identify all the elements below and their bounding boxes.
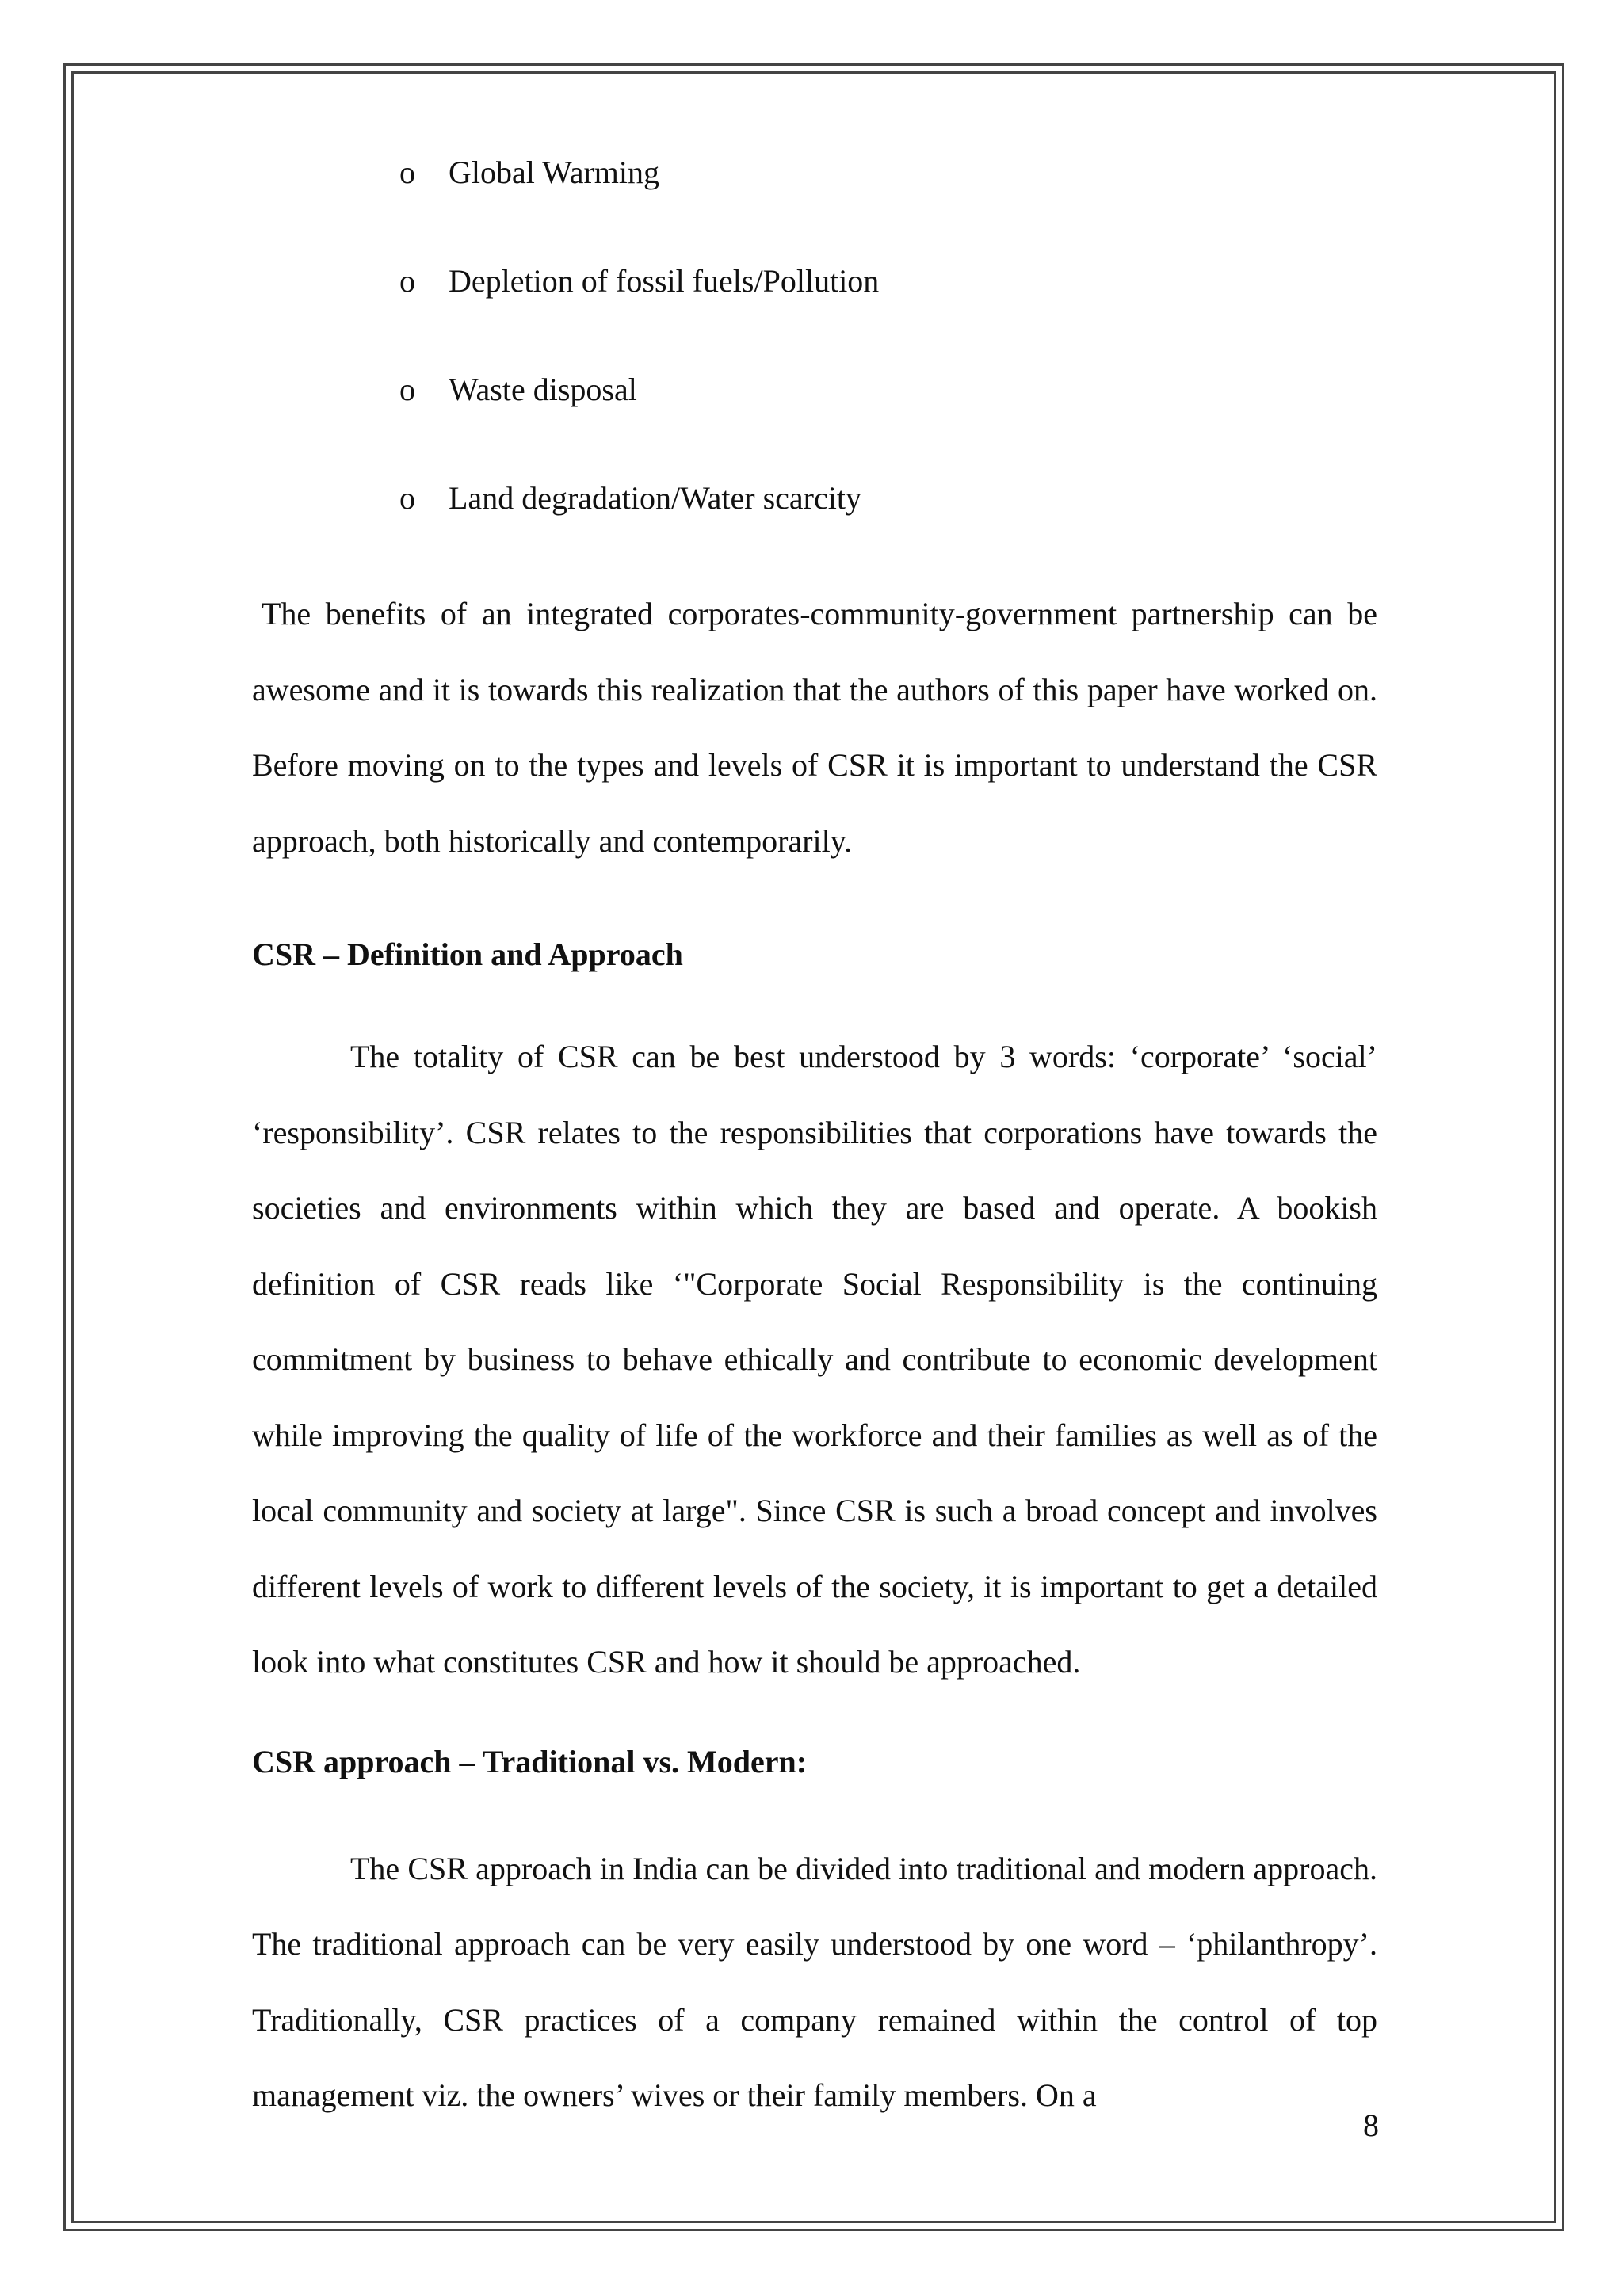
bullet-marker: o (399, 154, 415, 190)
bullet-marker: o (399, 263, 415, 299)
bullet-list (252, 139, 1377, 574)
list-item-text: Waste disposal (449, 372, 637, 407)
bullet-marker: o (399, 480, 415, 516)
section-heading-definition: CSR – Definition and Approach (252, 936, 683, 972)
section-heading-approach: CSR approach – Traditional vs. Modern: (252, 1743, 808, 1779)
list-item-text: Depletion of fossil fuels/Pollution (449, 263, 880, 299)
list-item (399, 465, 1377, 574)
list-item (399, 248, 1377, 357)
list-item-text: Global Warming (449, 154, 659, 190)
list-item-text: Land degradation/Water scarcity (449, 480, 861, 516)
intro-paragraph: The benefits of an integrated corporates-community-government partnership can be awesome and it is towards this realization that the authors of this paper have worked on. Before moving on to the types and levels of CSR it is important to understand the CSR approach, both historically and contemporarily. (252, 596, 1377, 859)
list-item (399, 357, 1377, 465)
definition-paragraph: The totality of CSR can be best understood by 3 words: ‘corporate’ ‘social’ ‘responsibility’. CSR relates to the responsibilities that corporations have towards the societies and environments within which they are based and operate. A bookish definition of CSR reads like ‘"Corporate Social Responsibility is the continuing commitment by business to behave ethically and contribute to economic development while improving the quality of life of the workforce and their families as well as of the local community and society at large". Since CSR is such a broad concept and involves different levels of work to different levels of the society, it is important to get a detailed look into what constitutes CSR and how it should be approached. (252, 1039, 1377, 1680)
approach-paragraph: The CSR approach in India can be divided into traditional and modern approach. The traditional approach can be very easily understood by one word – ‘philanthropy’. Traditionally, CSR practices of a company remained within the control of top management viz. the owners’ wives or their family members. On a (252, 1850, 1377, 2113)
bullet-marker: o (399, 372, 415, 407)
page-content (252, 139, 1377, 2134)
page-number: 8 (1363, 2107, 1379, 2143)
list-item (399, 139, 1377, 248)
